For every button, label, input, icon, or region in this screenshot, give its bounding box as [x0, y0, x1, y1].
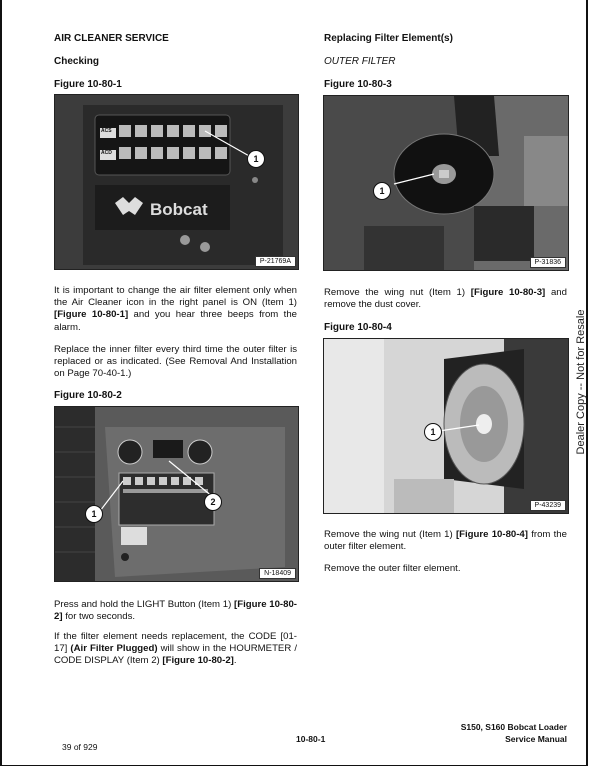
section-title-replacing: Replacing Filter Element(s) — [324, 33, 453, 44]
figure-10-80-4-photo — [323, 338, 569, 514]
figure-code: P-31836 — [530, 257, 566, 268]
dust-cover-illustration — [324, 96, 568, 270]
page-count: 39 of 929 — [62, 742, 98, 752]
callout-1: 1 — [85, 505, 103, 523]
subheading-checking: Checking — [54, 56, 100, 67]
figure-label-2: Figure 10-80-2 — [54, 390, 122, 401]
figure-label-1: Figure 10-80-1 — [54, 79, 122, 90]
subheading-outer-filter: OUTER FILTER — [324, 56, 396, 67]
dashboard-panel-illustration — [55, 95, 298, 269]
paragraph-filter-code: If the filter element needs replacement, the CODE [01-17] (Air Filter Plugged) will show in the HOURMETER / CODE DISPLAY (Item 2) [Figure 10-80-2]. — [54, 631, 297, 667]
paragraph-remove-outer-filter: Remove the outer filter element. — [324, 563, 461, 574]
paragraph-inner-filter: Replace the inner filter every third time the outer filter is replaced or as indicated. (See Removal And Installation on Page 70-40-1.) — [54, 344, 297, 380]
side-watermark: Dealer Copy -- Not for Resale — [575, 309, 587, 455]
callout-2: 2 — [204, 493, 222, 511]
paragraph-remove-dust-cover: Remove the wing nut (Item 1) [Figure 10-80-3] and remove the dust cover. — [324, 287, 567, 311]
panel-label-acs: ACS — [101, 128, 112, 134]
callout-1: 1 — [424, 423, 442, 441]
paragraph-air-cleaner-icon: It is important to change the air filter element only when the Air Cleaner icon in the right panel is ON (Item 1) [Figure 10-80-1] and you hear three beeps from the alarm. — [54, 285, 297, 333]
figure-label-4: Figure 10-80-4 — [324, 322, 392, 333]
figure-code: P-43239 — [530, 500, 566, 511]
callout-1: 1 — [247, 150, 265, 168]
figure-10-80-2-photo — [54, 406, 299, 582]
paragraph-press-light: Press and hold the LIGHT Button (Item 1) [Figure 10-80-2] for two seconds. — [54, 599, 297, 623]
figure-code: N-18409 — [259, 568, 296, 579]
footer-model: S150, S160 Bobcat Loader — [460, 722, 567, 732]
paragraph-remove-wing-nut: Remove the wing nut (Item 1) [Figure 10-80-4] from the outer filter element. — [324, 529, 567, 553]
figure-code: P-21769A — [255, 256, 296, 267]
section-title: AIR CLEANER SERVICE — [54, 33, 169, 44]
footer-manual: Service Manual — [505, 734, 567, 744]
bobcat-logo: Bobcat — [150, 200, 208, 219]
callout-1: 1 — [373, 182, 391, 200]
figure-label-3: Figure 10-80-3 — [324, 79, 392, 90]
control-panel-illustration — [55, 407, 298, 581]
outer-filter-illustration — [324, 339, 568, 513]
figure-10-80-1-photo — [54, 94, 299, 270]
figure-10-80-3-photo — [323, 95, 569, 271]
page-number: 10-80-1 — [296, 734, 326, 744]
panel-label-acd: ACD — [101, 150, 112, 156]
